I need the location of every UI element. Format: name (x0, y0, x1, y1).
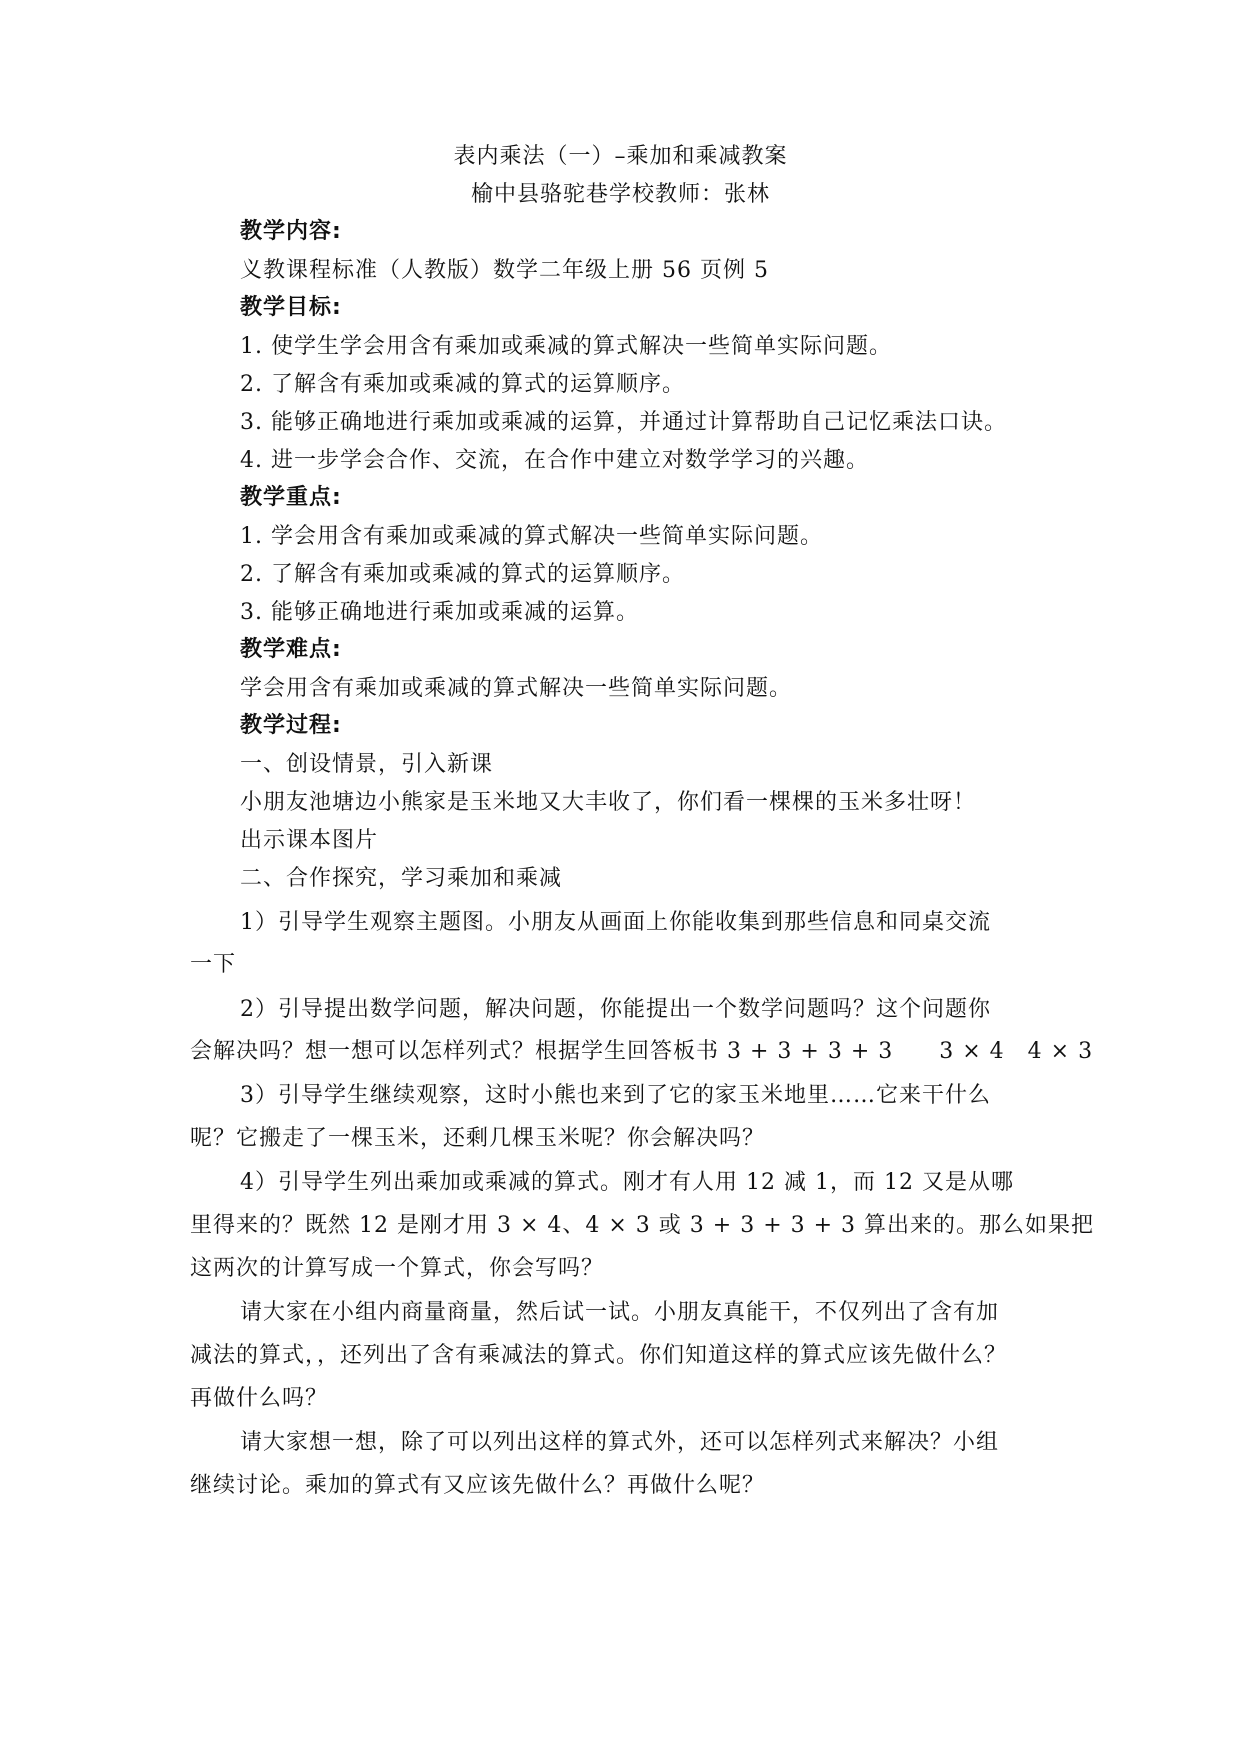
paragraph-line: 这两次的计算写成一个算式，你会写吗？ (190, 1256, 605, 1281)
content-text: 义教课程标准（人教版）数学二年级上册 56 页例 5 (240, 258, 769, 283)
key-point-item: 2. 了解含有乘加或乘减的算式的运算顺序。 (240, 562, 685, 587)
heading-difficulty: 教学难点: (240, 637, 342, 662)
goal-item: 1. 使学生学会用含有乘加或乘减的算式解决一些简单实际问题。 (240, 334, 892, 359)
paragraph-line: 继续讨论。乘加的算式有又应该先做什么？再做什么呢？ (190, 1473, 766, 1498)
paragraph-line: 1）引导学生观察主题图。小朋友从画面上你能收集到那些信息和同桌交流 (240, 910, 991, 935)
paragraph-line: 4）引导学生列出乘加或乘减的算式。刚才有人用 12 减 1，而 12 又是从哪 (240, 1170, 1014, 1195)
difficulty-text: 学会用含有乘加或乘减的算式解决一些简单实际问题。 (240, 676, 793, 701)
paragraph-line: 小朋友池塘边小熊家是玉米地又大丰收了，你们看一棵棵的玉米多壮呀！ (240, 790, 977, 815)
paragraph-line: 一下 (190, 952, 237, 977)
paragraph-line: 请大家在小组内商量商量，然后试一试。小朋友真能干，不仅列出了含有加 (240, 1300, 1000, 1325)
document-title: 表内乘法（一）–乘加和乘减教案 (453, 144, 788, 169)
paragraph-line: 里得来的？既然 12 是刚才用 3 × 4、4 × 3 或 3 + 3 + 3 + 3 算出来的。那么如果把 (190, 1213, 1095, 1238)
paragraph-line: 3）引导学生继续观察，这时小熊也来到了它的家玉米地里……它来干什么 (240, 1083, 991, 1108)
paragraph-line: 2）引导提出数学问题，解决问题，你能提出一个数学问题吗？这个问题你 (240, 997, 991, 1022)
paragraph-line: 出示课本图片 (240, 828, 379, 853)
section-title: 一、创设情景，引入新课 (240, 752, 494, 777)
heading-content: 教学内容: (240, 219, 342, 244)
section-title: 二、合作探究，学习乘加和乘减 (240, 866, 563, 891)
heading-process: 教学过程: (240, 713, 342, 738)
goal-item: 4. 进一步学会合作、交流，在合作中建立对数学学习的兴趣。 (240, 448, 869, 473)
paragraph-line: 再做什么吗？ (190, 1386, 329, 1411)
paragraph-line: 请大家想一想，除了可以列出这样的算式外，还可以怎样列式来解决？小组 (240, 1430, 1000, 1455)
heading-goals: 教学目标: (240, 295, 342, 320)
key-point-item: 1. 学会用含有乘加或乘减的算式解决一些简单实际问题。 (240, 524, 823, 549)
paragraph-line: 减法的算式，，还列出了含有乘减法的算式。你们知道这样的算式应该先做什么？ (190, 1343, 1008, 1368)
paragraph-line: 呢？它搬走了一棵玉米，还剩几棵玉米呢？你会解决吗？ (190, 1126, 766, 1151)
heading-key-points: 教学重点: (240, 485, 342, 510)
key-point-item: 3. 能够正确地进行乘加或乘减的运算。 (240, 600, 639, 625)
goal-item: 3. 能够正确地进行乘加或乘减的运算，并通过计算帮助自己记忆乘法口诀。 (240, 410, 1007, 435)
author-line: 榆中县骆驼巷学校教师：张林 (470, 182, 770, 207)
paragraph-line: 会解决吗？想一想可以怎样列式？根据学生回答板书 3 + 3 + 3 + 3 3 × 4 4 × 3 (190, 1039, 1094, 1064)
goal-item: 2. 了解含有乘加或乘减的算式的运算顺序。 (240, 372, 685, 397)
